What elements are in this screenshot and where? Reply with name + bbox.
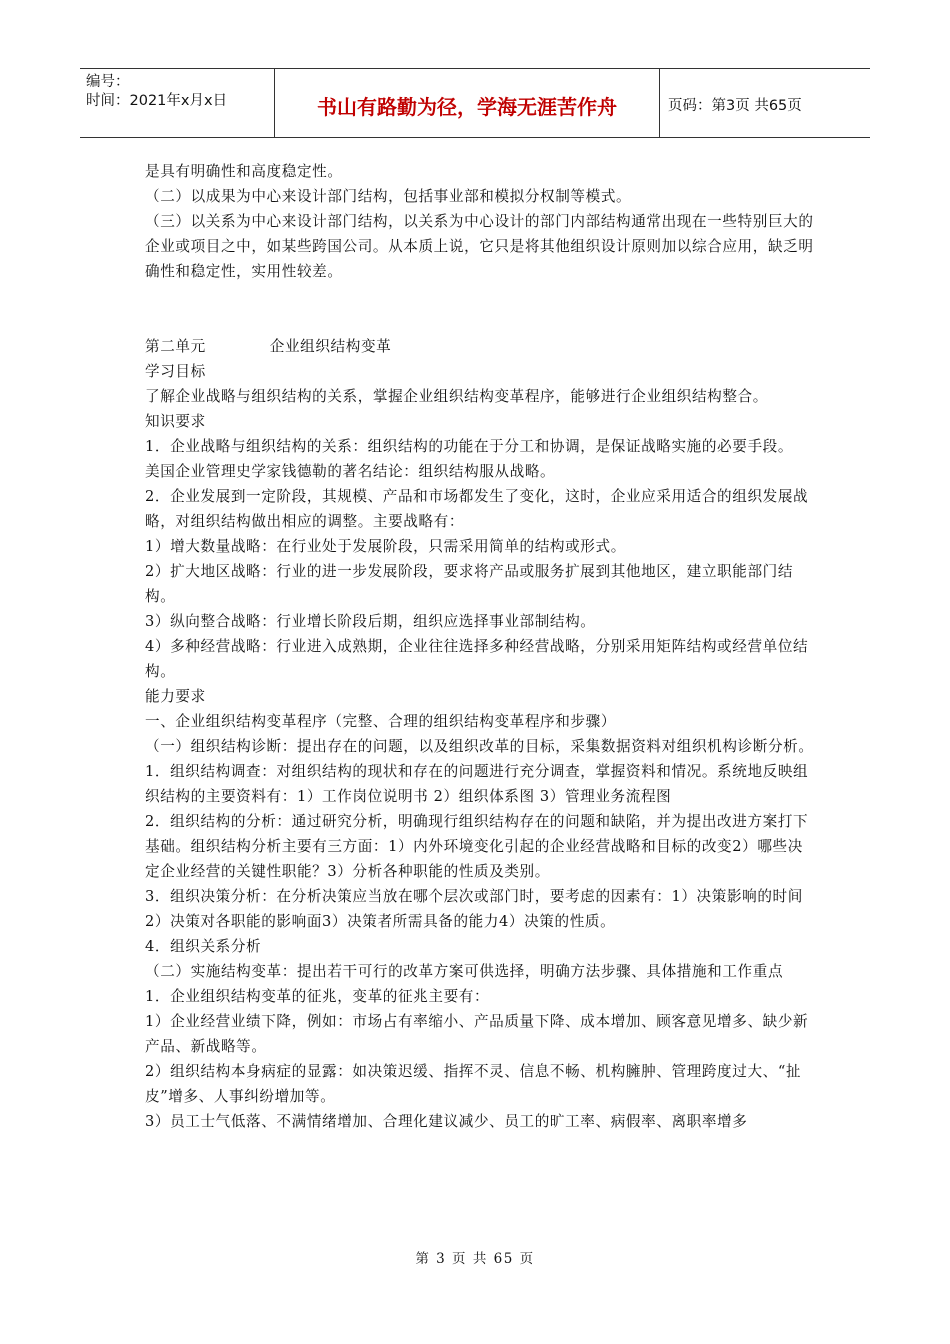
header-motto-cell: [275, 69, 660, 137]
list-item: 3）员工士气低落、不满情绪增加、合理化建议减少、员工的旷工率、病假率、离职率增多: [145, 1113, 748, 1130]
document-body: [145, 159, 815, 1134]
paragraph: 美国企业管理史学家钱德勒的著名结论：组织结构服从战略。: [145, 463, 556, 480]
section-heading: 能力要求: [145, 688, 206, 705]
page-code: 页码：第3页 共65页: [668, 98, 802, 114]
number-label: 编号：: [86, 74, 130, 90]
blank-space: [145, 284, 815, 334]
unit-title: 企业组织结构变革: [269, 338, 392, 355]
list-item: 2）组织结构本身病症的显露：如决策迟缓、指挥不灵、信息不畅、机构臃肿、管理跨度过大、“扯皮”增多、人事纠纷增加等。: [145, 1063, 802, 1105]
paragraph: 2．企业发展到一定阶段，其规模、产品和市场都发生了变化，这时，企业应采用适合的组织发展战略，对组织结构做出相应的调整。主要战略有：: [145, 488, 809, 530]
paragraph: 1．组织结构调查：对组织结构的现状和存在的问题进行充分调查，掌握资料和情况。系统地反映组织结构的主要资料有：1）工作岗位说明书 2）组织体系图 3）管理业务流程图: [145, 763, 809, 805]
paragraph: 一、企业组织结构变革程序（完整、合理的组织结构变革程序和步骤）: [145, 713, 617, 730]
unit-number: 第二单元: [145, 338, 206, 355]
paragraph: 是具有明确性和高度稳定性。: [145, 163, 343, 180]
paragraph: 3．组织决策分析：在分析决策应当放在哪个层次或部门时，要考虑的因素有：1）决策影响的时间2）决策对各职能的影响面3）决策者所需具备的能力4）决策的性质。: [145, 888, 803, 930]
paragraph: 2．组织结构的分析：通过研究分析，明确现行组织结构存在的问题和缺陷，并为提出改进方案打下基础。组织结构分析主要有三方面：1）内外环境变化引起的企业经营战略和目标的改变2）哪些决定企业经营的关键性职能？3）分析各种职能的性质及类别。: [145, 813, 809, 880]
section-heading: 学习目标: [145, 363, 206, 380]
paragraph: 了解企业战略与组织结构的关系，掌握企业组织结构变革程序，能够进行企业组织结构整合。: [145, 388, 768, 405]
motto-text: 书山有路勤为径，学海无涯苦作舟: [317, 95, 617, 119]
paragraph: （二）实施结构变革：提出若干可行的改革方案可供选择，明确方法步骤、具体措施和工作重点: [145, 963, 784, 980]
section-heading: 知识要求: [145, 413, 206, 430]
header-left-cell: [80, 69, 275, 137]
page-footer: 第 3 页 共 65 页: [415, 1251, 535, 1267]
date-label: 时间：2021年x月x日: [86, 93, 228, 109]
list-item: 3）纵向整合战略：行业增长阶段后期，组织应选择事业部制结构。: [145, 613, 596, 630]
list-item: 1）企业经营业绩下降，例如：市场占有率缩小、产品质量下降、成本增加、顾客意见增多、缺少新产品、新战略等。: [145, 1013, 809, 1055]
header-page-cell: [660, 69, 870, 137]
paragraph: （二）以成果为中心来设计部门结构，包括事业部和模拟分权制等模式。: [145, 188, 632, 205]
page-header: [80, 68, 870, 138]
list-item: 4）多种经营战略：行业进入成熟期，企业往往选择多种经营战略，分别采用矩阵结构或经营单位结构。: [145, 638, 809, 680]
paragraph: 4．组织关系分析: [145, 938, 262, 955]
paragraph: 1．企业战略与组织结构的关系：组织结构的功能在于分工和协调，是保证战略实施的必要手段。: [145, 438, 794, 455]
list-item: 1）增大数量战略：在行业处于发展阶段，只需采用简单的结构或形式。: [145, 538, 626, 555]
list-item: 2）扩大地区战略：行业的进一步发展阶段，要求将产品或服务扩展到其他地区，建立职能部门结构。: [145, 563, 794, 605]
paragraph: （一）组织结构诊断：提出存在的问题，以及组织改革的目标，采集数据资料对组织机构诊断分析。: [145, 738, 814, 755]
paragraph: （三）以关系为中心来设计部门结构，以关系为中心设计的部门内部结构通常出现在一些特别巨大的企业或项目之中，如某些跨国公司。从本质上说，它只是将其他组织设计原则加以综合应用，缺乏明确性和稳定性，实用性较差。: [145, 213, 814, 280]
unit-heading: [145, 334, 815, 359]
paragraph: 1．企业组织结构变革的征兆，变革的征兆主要有：: [145, 988, 490, 1005]
